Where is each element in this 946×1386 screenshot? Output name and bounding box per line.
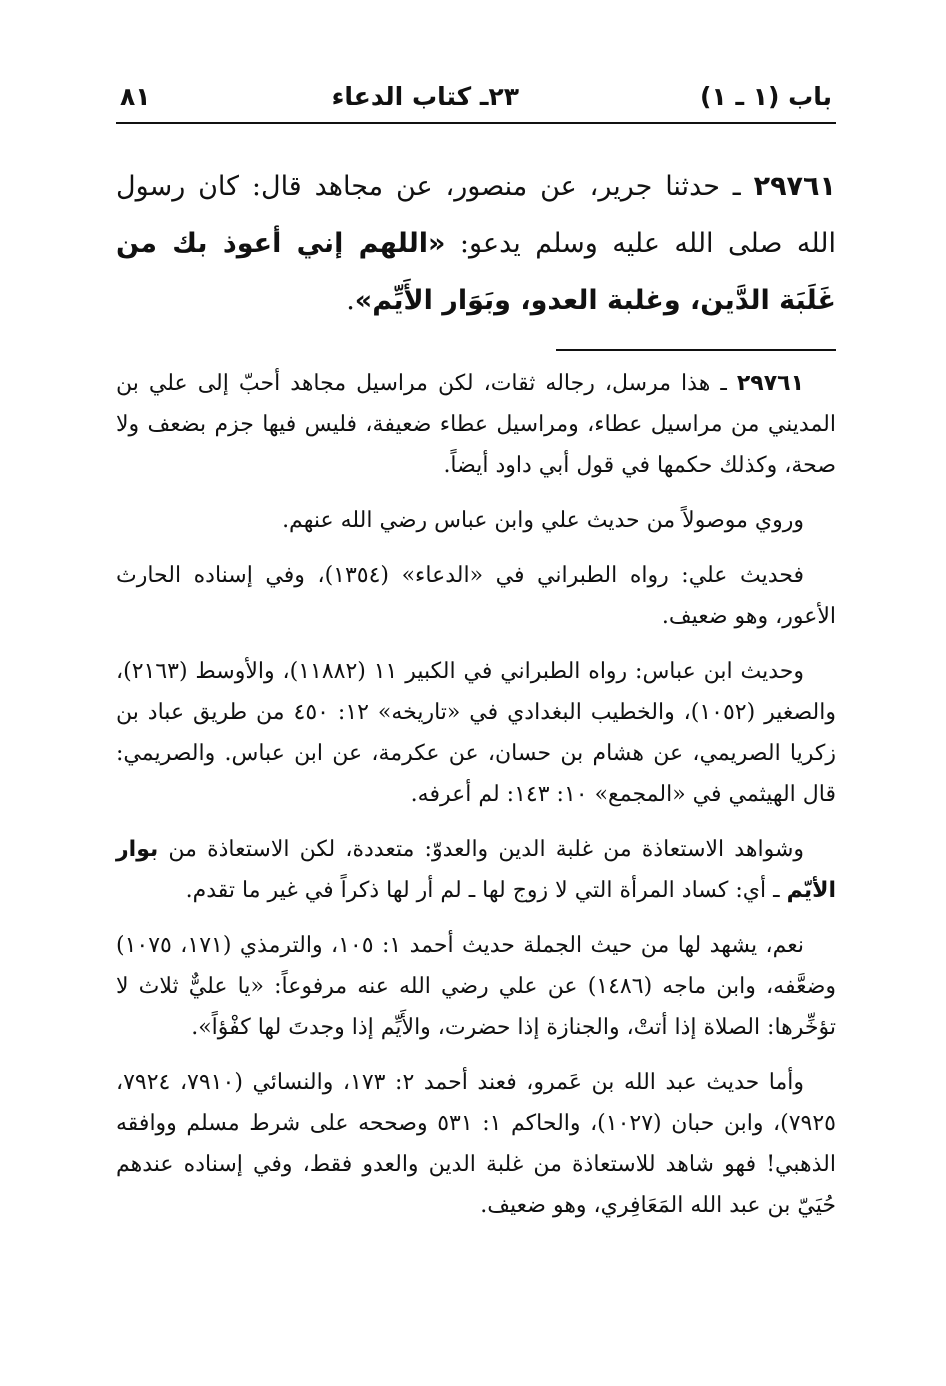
note-paragraph: وأما حديث عبد الله بن عَمرو، فعند أحمد ٢: ١٧٣، والنسائي (٧٩١٠، ٧٩٢٤، ٧٩٢٥)، وابن حبان (١٠٢٧)، والحاكم ١: ٥٣١ وصححه على شرط مسلم ووافقه الذهبي! فهو شاهد للاستعاذة من غلبة الدين والعدو فقط، وفي إسناده عندهم حُيَيّ بن عبد الله المَعَافِري، وهو ضعيف. (116, 1070, 836, 1218)
note-bold-term: بوار الأيّم (116, 837, 836, 903)
hadith-number: ٢٩٧٦١ (753, 171, 836, 202)
chapter-label: باب (١ ـ ١) (700, 82, 832, 111)
note-paragraph (116, 363, 836, 486)
book-page (116, 82, 836, 1240)
hadith-chain: ـ حدثنا جرير، عن منصور، عن مجاهد قال: كان رسول الله صلى الله عليه وسلم يدعو: (116, 171, 836, 259)
note-paragraph: نعم، يشهد لها من حيث الجملة حديث أحمد ١: ١٠٥، والترمذي (١٧١، ١٠٧٥) وضعَّفه، وابن ماجه (١٤٨٦) عن علي رضي الله عنه مرفوعاً: «يا عليٌّ ثلاث لا تؤخِّرها: الصلاة إذا أتتْ، والجنازة إذا حضرت، والأَيِّم إذا وجدتَ لها كفْؤاً». (116, 933, 836, 1040)
note-text: ـ أي: كساد المرأة التي لا زوج لها ـ لم أر لها ذكراً في غير ما تقدم. (185, 878, 787, 903)
footnote-separator (556, 349, 836, 351)
note-paragraph: وروي موصولاً من حديث علي وابن عباس رضي الله عنهم. (282, 508, 804, 533)
note-number: ٢٩٧٦١ (736, 371, 804, 396)
page-number: ٨١ (120, 82, 151, 111)
note-paragraph (116, 829, 836, 911)
hadith-quote: «اللهم إني أعوذ بك من غَلَبَة الدَّين، وغلبة العدو، وبَوَار الأَيِّم» (116, 228, 836, 316)
book-title: ٢٣ـ كتاب الدعاء (331, 82, 519, 111)
note-text: ـ هذا مرسل، رجاله ثقات، لكن مراسيل مجاهد أحبّ إلى علي بن المديني من مراسيل عطاء، ومراسيل عطاء ضعيفة، فليس فيها جزم بضعف ولا صحة، وكذلك حكمها في قول أبي داود أيضاً. (116, 371, 836, 478)
hadith-end: . (346, 285, 355, 316)
note-paragraph: فحديث علي: رواه الطبراني في «الدعاء» (١٣٥٤)، وفي إسناده الحارث الأعور، وهو ضعيف. (116, 563, 836, 629)
footnotes (116, 363, 836, 1226)
main-hadith-text (116, 158, 836, 329)
running-header (116, 82, 836, 120)
note-text: وشواهد الاستعاذة من غلبة الدين والعدوّ: متعددة، لكن الاستعاذة من (158, 837, 804, 862)
header-rule (116, 122, 836, 124)
note-paragraph: وحديث ابن عباس: رواه الطبراني في الكبير ١١ (١١٨٨٢)، والأوسط (٢١٦٣)، والصغير (١٠٥٢)، والخطيب البغدادي في «تاريخه» ١٢: ٤٥٠ من طريق عباد بن زكريا الصريمي، عن هشام بن حسان، عن عكرمة، عن ابن عباس. والصريمي: قال الهيثمي في «المجمع» ١٠: ١٤٣: لم أعرفه. (116, 659, 836, 807)
